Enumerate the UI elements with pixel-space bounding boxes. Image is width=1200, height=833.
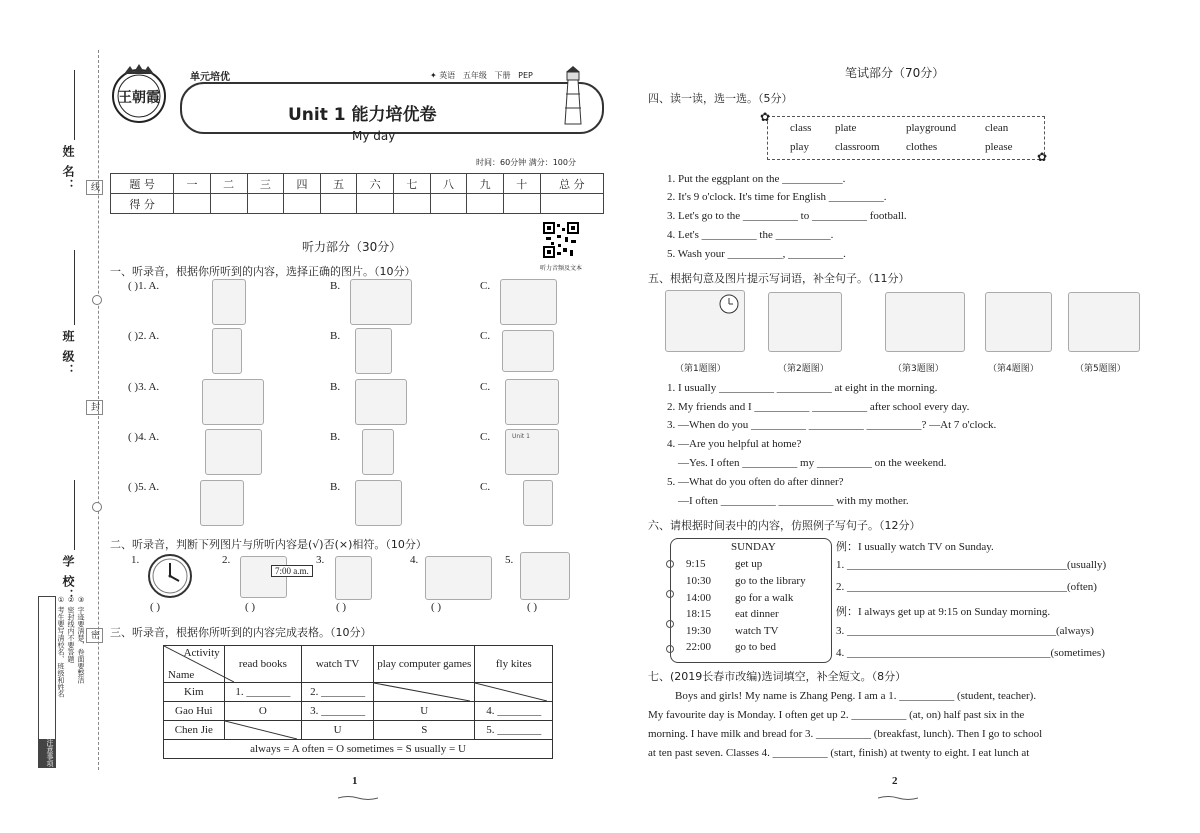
brand-logo xyxy=(108,62,170,124)
kid-breakfast-image[interactable] xyxy=(240,556,287,598)
q5-item-1[interactable]: 1. I usually __________ __________ at eight in the morning. xyxy=(667,382,938,394)
q1-option-c: C. xyxy=(480,280,491,292)
kid-shelves-image[interactable] xyxy=(505,379,559,425)
schedule-activity: go for a walk xyxy=(735,592,794,604)
score-cell[interactable] xyxy=(357,194,394,214)
score-cell[interactable] xyxy=(540,194,603,214)
laundry-image[interactable] xyxy=(520,552,570,600)
score-header: 总 分 xyxy=(540,174,603,194)
q4-item-3[interactable]: 3. Let's go to the __________ to __________ football. xyxy=(667,210,907,222)
family-door-image[interactable] xyxy=(202,379,264,425)
page-number-right: 2 xyxy=(892,775,898,787)
q5-item-3[interactable]: 3. —When do you __________ __________ __________? —At 7 o'clock. xyxy=(667,419,997,431)
score-header: 七 xyxy=(394,174,431,194)
caption-4: （第4题图） xyxy=(988,364,1039,374)
score-cell[interactable] xyxy=(247,194,284,214)
q2-answer-2[interactable]: ( ) xyxy=(245,601,256,613)
score-header: 四 xyxy=(284,174,321,194)
qr-code-icon[interactable] xyxy=(543,222,579,258)
q1-item-1[interactable]: ( )1. A. xyxy=(128,280,160,292)
table-corner xyxy=(164,646,225,683)
flower-icon: ✿ xyxy=(1037,150,1048,164)
q1-option-b: B. xyxy=(330,481,341,493)
q2-num-2: 2. xyxy=(222,554,231,566)
table-cell-slash xyxy=(224,721,301,740)
schedule-time: 9:15 xyxy=(686,558,706,570)
q1-item-4[interactable]: ( )4. A. xyxy=(128,431,160,443)
q2-title: 二、听录音，判断下列图片与所听内容是(√)否(×)相符。（10分） xyxy=(110,538,427,551)
row-name: Gao Hui xyxy=(164,702,225,721)
table-cell: U xyxy=(302,721,374,740)
table-cell[interactable]: 2. ________ xyxy=(302,683,374,702)
class-label: 班 级： xyxy=(61,330,75,379)
corner-name: Name xyxy=(168,669,195,681)
page-number-left: 1 xyxy=(352,775,358,787)
name-field[interactable] xyxy=(74,70,75,140)
score-cell[interactable] xyxy=(284,194,321,214)
word: plate xyxy=(835,122,857,134)
notes-title: 注意事项 xyxy=(39,739,55,767)
notes-box xyxy=(38,596,56,768)
ring-icon xyxy=(666,620,674,628)
table-cell-slash xyxy=(374,683,475,702)
time-info: 时间：60分钟 满分：100分 xyxy=(476,158,576,167)
q3-title: 三、听录音，根据你所听到的内容完成表格。（10分） xyxy=(110,626,372,639)
column-header: read books xyxy=(224,646,301,683)
breakfast-clock-image[interactable] xyxy=(665,290,745,352)
listening-title: 听力部分（30分） xyxy=(302,240,402,254)
schedule-time: 18:15 xyxy=(686,608,712,620)
score-header: 题 号 xyxy=(111,174,174,194)
score-cell[interactable] xyxy=(467,194,504,214)
score-header: 十 xyxy=(503,174,540,194)
score-cell[interactable] xyxy=(503,194,540,214)
passage-line-4[interactable]: at ten past seven. Classes 4. __________ (start, finish) at twenty to eight. I eat lunch at xyxy=(648,747,1030,759)
q2-answer-1[interactable]: ( ) xyxy=(150,601,161,613)
q5-title: 五、根据句意及图片提示写词语，补全句子。（11分） xyxy=(648,272,910,285)
reading-girl-image[interactable] xyxy=(212,279,246,325)
q2-answer-3[interactable]: ( ) xyxy=(336,601,347,613)
page-subtitle: My day xyxy=(352,129,396,143)
q2-num-3: 3. xyxy=(316,554,325,566)
passage-line-1[interactable]: Boys and girls! My name is Zhang Peng. I am a 1. __________ (student, teacher). xyxy=(675,690,1037,702)
score-header: 九 xyxy=(467,174,504,194)
q1-option-c: C. xyxy=(480,330,491,342)
q1-item-5[interactable]: ( )5. A. xyxy=(128,481,160,493)
school-field[interactable] xyxy=(74,480,75,550)
q2-num-4: 4. xyxy=(410,554,419,566)
q1-option-b: B. xyxy=(330,381,341,393)
girl-eating-image[interactable] xyxy=(362,429,394,475)
basketball-hoop-image[interactable] xyxy=(523,480,553,526)
seal-mark: 封 xyxy=(86,400,103,415)
column-header: play computer games xyxy=(374,646,475,683)
q1-option-b: B. xyxy=(330,431,341,443)
schedule-activity: watch TV xyxy=(735,625,779,637)
word: classroom xyxy=(835,141,880,153)
brand-name: 王朝霞 xyxy=(118,91,160,106)
q4-item-5[interactable]: 5. Wash your __________, __________. xyxy=(667,248,846,260)
q5-item-5: 5. —What do you often do after dinner? xyxy=(667,476,844,488)
dancing-girl-image[interactable] xyxy=(212,328,242,374)
schedule-time: 10:30 xyxy=(686,575,712,587)
binding-hole xyxy=(92,295,102,305)
caption-3: （第3题图） xyxy=(893,364,944,374)
score-header: 一 xyxy=(174,174,211,194)
sweeping-floor-image[interactable] xyxy=(985,292,1052,352)
table-row xyxy=(164,721,553,740)
score-table xyxy=(110,173,604,214)
schedule-activity: go to bed xyxy=(735,641,776,653)
q6-title: 六、请根据时间表中的内容，仿照例子写句子。（12分） xyxy=(648,519,921,532)
q6-line-3[interactable]: 3. ______________________________________(always) xyxy=(836,625,1094,637)
subject-meta: ✦ 英语 五年级 下册 PEP xyxy=(430,71,533,80)
q4-item-2[interactable]: 2. It's 9 o'clock. It's time for English __________. xyxy=(667,191,887,203)
singing-girl-image[interactable] xyxy=(355,328,392,374)
lighthouse-icon xyxy=(560,66,586,128)
schedule-title: SUNDAY xyxy=(731,541,776,553)
passage-line-3[interactable]: morning. I have milk and bread for 3. __________ (breakfast, lunch). Then I go to school xyxy=(648,728,1043,740)
piano-image[interactable] xyxy=(200,480,244,526)
seal-mark-top: 线 xyxy=(86,180,103,195)
score-row-label: 得 分 xyxy=(111,194,174,214)
clock-time-label: 7:00 a.m. xyxy=(271,565,313,577)
qr-caption: 听力音频及文本 xyxy=(540,265,583,272)
q1-title: 一、听录音，根据你所听到的内容，选择正确的图片。（10分） xyxy=(110,265,416,278)
written-title: 笔试部分（70分） xyxy=(845,66,945,80)
star-icon: ✦ xyxy=(430,71,437,80)
score-header: 二 xyxy=(210,174,247,194)
table-cell[interactable]: 5. ________ xyxy=(475,721,553,740)
schedule-activity: get up xyxy=(735,558,763,570)
score-header: 五 xyxy=(320,174,357,194)
mother-child-image[interactable] xyxy=(355,379,407,425)
q5-item-5-answer[interactable]: —I often __________ __________ with my mother. xyxy=(667,495,909,507)
table-cell: O xyxy=(224,702,301,721)
score-header: 八 xyxy=(430,174,467,194)
clock-icon[interactable] xyxy=(147,553,193,599)
table-cell-slash xyxy=(475,683,553,702)
kid-exercise-image[interactable] xyxy=(885,292,965,352)
painting-kid-image[interactable] xyxy=(355,480,402,526)
q5-item-4: 4. —Are you helpful at home? xyxy=(667,438,802,450)
schedule-activity: eat dinner xyxy=(735,608,779,620)
kid-at-desk-image[interactable] xyxy=(205,429,262,475)
ring-icon xyxy=(666,560,674,568)
q2-answer-4[interactable]: ( ) xyxy=(431,601,442,613)
q4-item-1[interactable]: 1. Put the eggplant on the ___________. xyxy=(667,173,846,185)
binding-hole xyxy=(92,502,102,512)
word: clean xyxy=(985,122,1009,134)
q2-num-5: 5. xyxy=(505,554,514,566)
word: clothes xyxy=(906,141,938,153)
column-header: watch TV xyxy=(302,646,374,683)
q4-title: 四、读一读，选一选。（5分） xyxy=(648,92,793,105)
corner-activity: Activity xyxy=(183,647,220,659)
table-cell[interactable]: 1. ________ xyxy=(224,683,301,702)
table-row xyxy=(164,702,553,721)
q1-item-2[interactable]: ( )2. A. xyxy=(128,330,160,342)
q6-line-1[interactable]: 1. ________________________________________(usually) xyxy=(836,559,1107,571)
page-title: Unit 1 能力培优卷 xyxy=(288,105,437,125)
word: please xyxy=(985,141,1013,153)
table-cell: S xyxy=(374,721,475,740)
note-2: ② 密封线内不要答题 xyxy=(67,596,75,663)
board-text: Unit 1 xyxy=(512,433,530,440)
q1-option-b: B. xyxy=(330,280,341,292)
note-3: ③ 字迹要清楚，卷面要整洁 xyxy=(77,596,85,684)
caption-5: （第5题图） xyxy=(1075,364,1126,374)
ping-pong-image[interactable] xyxy=(425,556,492,600)
q7-title: 七、(2019长春市改编)选词填空，补全短文。（8分） xyxy=(648,670,907,683)
computer-kid-image[interactable] xyxy=(350,279,412,325)
q1-option-c: C. xyxy=(480,431,491,443)
swimming-kid-image[interactable] xyxy=(502,330,554,372)
ring-icon xyxy=(666,590,674,598)
series-label: 单元培优 xyxy=(190,72,230,83)
basketball-boy-image[interactable] xyxy=(335,556,372,600)
class-field[interactable] xyxy=(74,250,75,325)
caption-1: （第1题图） xyxy=(675,364,726,374)
schedule-time: 14:00 xyxy=(686,592,712,604)
schedule-activity: go to the library xyxy=(735,575,806,587)
table-cell: U xyxy=(374,702,475,721)
word: playground xyxy=(906,122,957,134)
score-cell[interactable] xyxy=(320,194,357,214)
score-cell[interactable] xyxy=(394,194,431,214)
score-cell[interactable] xyxy=(210,194,247,214)
caption-2: （第2题图） xyxy=(778,364,829,374)
q1-item-3[interactable]: ( )3. A. xyxy=(128,381,160,393)
q5-item-2[interactable]: 2. My friends and I __________ __________ after school every day. xyxy=(667,401,970,413)
name-label: 姓 名： xyxy=(61,145,75,194)
q5-item-4-answer[interactable]: —Yes. I often __________ my __________ on the weekend. xyxy=(667,457,947,469)
seal-mark-bottom: 密 xyxy=(86,628,103,643)
q6-example-1: 例：I usually watch TV on Sunday. xyxy=(836,541,994,553)
kids-football-image[interactable] xyxy=(768,292,842,352)
table-row xyxy=(164,683,553,702)
score-cell[interactable] xyxy=(430,194,467,214)
q1-option-c: C. xyxy=(480,381,491,393)
score-cell[interactable] xyxy=(174,194,211,214)
column-header: fly kites xyxy=(475,646,553,683)
score-header: 三 xyxy=(247,174,284,194)
score-header: 六 xyxy=(357,174,394,194)
activity-table xyxy=(163,645,553,759)
schedule-time: 22:00 xyxy=(686,641,712,653)
kite-kid-image[interactable] xyxy=(500,279,557,325)
word: play xyxy=(790,141,809,153)
q1-option-b: B. xyxy=(330,330,341,342)
word: class xyxy=(790,122,812,134)
page-ornament xyxy=(878,786,918,792)
q6-line-2[interactable]: 2. ________________________________________(often) xyxy=(836,581,1097,593)
q2-answer-5[interactable]: ( ) xyxy=(527,601,538,613)
shopping-image[interactable] xyxy=(1068,292,1140,352)
ring-icon xyxy=(666,645,674,653)
q1-option-c: C. xyxy=(480,481,491,493)
row-name: Kim xyxy=(164,683,225,702)
page-ornament xyxy=(338,786,378,792)
row-name: Chen Jie xyxy=(164,721,225,740)
schedule-time: 19:30 xyxy=(686,625,712,637)
passage-line-2[interactable]: My favourite day is Monday. I often get up 2. __________ (at, on) half past six in the xyxy=(648,709,1025,721)
q2-num-1: 1. xyxy=(131,554,140,566)
note-1: ① 考生要写清校名、班级和姓名 xyxy=(57,596,65,698)
q6-example-2: 例：I always get up at 9:15 on Sunday morning. xyxy=(836,606,1051,618)
q6-line-4[interactable]: 4. _____________________________________(sometimes) xyxy=(836,647,1105,659)
table-cell[interactable]: 3. ________ xyxy=(302,702,374,721)
table-legend: always = A often = O sometimes = S usually = U xyxy=(164,740,553,759)
q4-item-4[interactable]: 4. Let's __________ the __________. xyxy=(667,229,834,241)
table-cell[interactable]: 4. ________ xyxy=(475,702,553,721)
school-label: 学 校： xyxy=(61,555,75,604)
flower-icon: ✿ xyxy=(760,110,771,124)
